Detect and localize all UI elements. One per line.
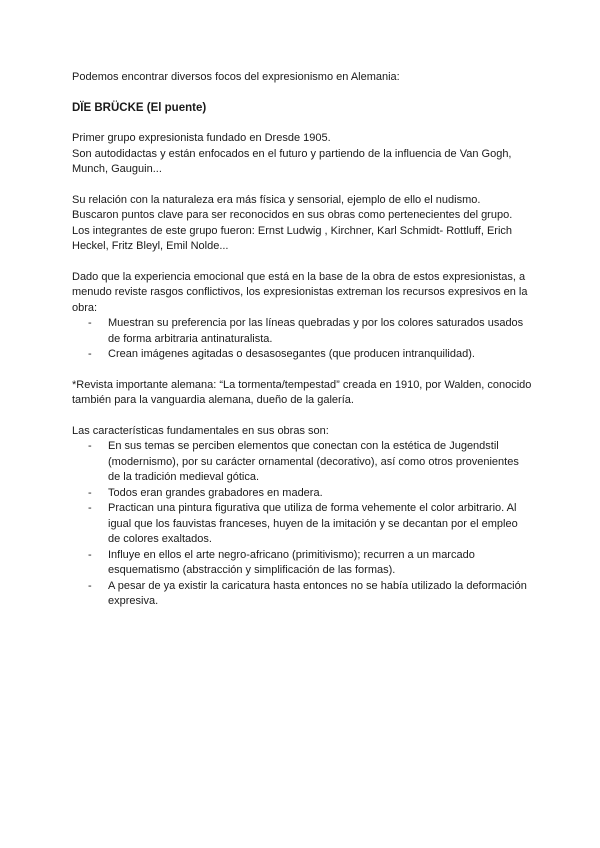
list-item [72, 548, 532, 579]
intro-text: Podemos encontrar diversos focos del expresionismo en Alemania: [72, 71, 400, 83]
paragraph-emotional [72, 270, 532, 363]
list-item [72, 501, 532, 548]
dash-marker: - [88, 579, 92, 592]
list-item-text: Practican una pintura figurativa que utiliza de forma vehemente el color arbitrario. Al igual que los fauvistas franceses, huyen de la imitación y se decantan por el empleo de colores exaltados. [108, 502, 518, 545]
list-item [72, 486, 532, 502]
paragraph-nature [72, 193, 532, 255]
list-item-text: Todos eran grandes grabadores en madera. [108, 486, 323, 499]
dash-list [72, 316, 532, 363]
list-item [72, 439, 532, 486]
list-item-text: A pesar de ya existir la caricatura hasta entonces no se había utilizado la deformación expresiva. [108, 579, 527, 607]
dash-marker: - [88, 348, 92, 360]
dash-marker: - [88, 548, 92, 561]
dash-marker: - [88, 486, 92, 499]
paragraph-line: Buscaron puntos clave para ser reconocidos en sus obras como pertenecientes del grupo. [72, 209, 513, 221]
dash-marker: - [88, 502, 92, 514]
list-item-text: Crean imágenes agitadas o desasosegantes (que producen intranquilidad). [108, 348, 475, 360]
paragraph-characteristics [72, 424, 532, 610]
paragraph-line: Son autodidactas y están enfocados en el futuro y partiendo de la influencia de Van Gogh, Munch, Gauguin... [72, 147, 512, 175]
dash-marker: - [88, 440, 92, 452]
list-item-text: En sus temas se perciben elementos que conectan con la estética de Jugendstil (modernismo), por su carácter ornamental (decorativo), así como otros provenientes de la tradición medieval gótica. [108, 440, 519, 483]
list-item [72, 579, 532, 610]
dash-marker: - [88, 317, 92, 329]
paragraph-magazine: *Revista importante alemana: “La tormenta/tempestad” creada en 1910, por Walden, conocido también para la vanguardia alemana, dueño de la galería. [72, 378, 532, 406]
list-item-text: Muestran su preferencia por las líneas quebradas y por los colores saturados usados de forma arbitraria antinaturalista. [108, 317, 524, 345]
dash-list [72, 439, 532, 610]
paragraph-line: Los integrantes de este grupo fueron: Ernst Ludwig , Kirchner, Karl Schmidt- Rottluff, Erich Heckel, Fritz Bleyl, Emil Nolde... [72, 224, 513, 252]
section-heading: DÏE BRÜCKE (El puente) [72, 101, 207, 114]
list-item [72, 347, 532, 363]
list-item-text: Influye en ellos el arte negro-africano (primitivismo); recurren a un marcado esquematismo (abstracción y simplificación de las formas). [108, 548, 475, 576]
list-item [72, 316, 532, 347]
paragraph-founding [72, 131, 532, 178]
paragraph-line: Su relación con la naturaleza era más física y sensorial, ejemplo de ello el nudismo. [72, 193, 481, 206]
paragraph-line: Primer grupo expresionista fundado en Dresde 1905. [72, 132, 331, 144]
paragraph-text: Dado que la experiencia emocional que está en la base de la obra de estos expresionistas, a menudo reviste rasgos conflictivos, los expresionistas extreman los recursos expresivos en la obra: [72, 270, 528, 314]
paragraph-text: Las características fundamentales en sus obras son: [72, 424, 329, 437]
document-page [72, 70, 532, 625]
